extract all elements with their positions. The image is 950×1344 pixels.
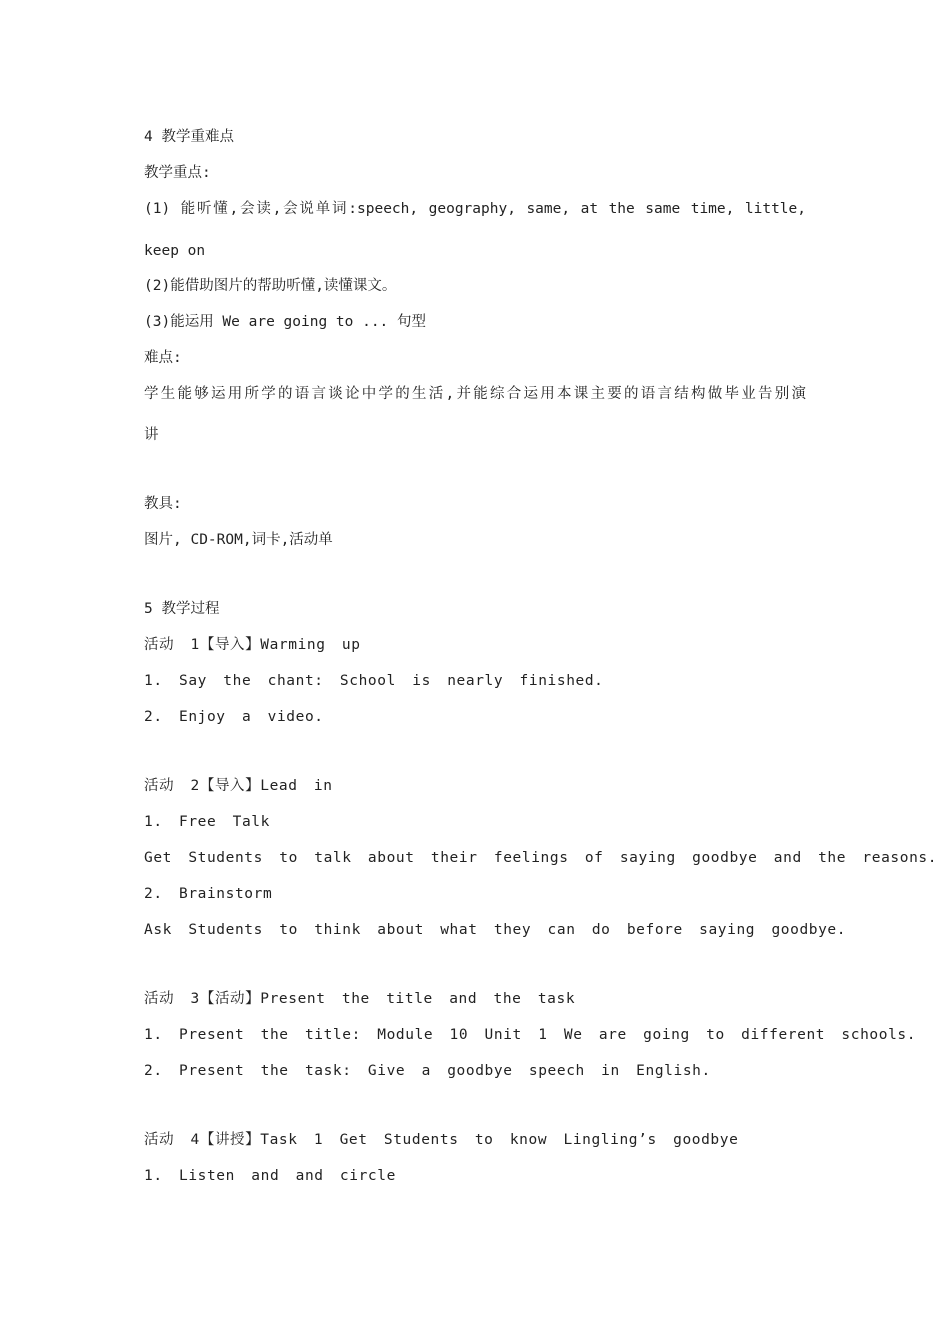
- tools-label: 教具:: [144, 496, 182, 512]
- tools-text: 图片, CD-ROM,词卡,活动单: [144, 532, 333, 548]
- activity-2-item-4: Ask Students to think about what they can do before saying goodbye.: [144, 922, 847, 938]
- activity-3-item-2: 2. Present the task: Give a goodbye speech in English.: [144, 1063, 711, 1079]
- section-4-heading: 4 教学重难点: [144, 129, 234, 145]
- key-point-1: (1) 能听懂,会读,会说单词:speech, geography, same, at the same time, little,: [144, 201, 806, 217]
- activity-1-item-2: 2. Enjoy a video.: [144, 709, 324, 725]
- activity-3-title: 活动 3【活动】Present the title and the task: [144, 991, 576, 1007]
- activity-4-title: 活动 4【讲授】Task 1 Get Students to know Lingling’s goodbye: [144, 1132, 739, 1148]
- activity-2-item-1: 1. Free Talk: [144, 814, 270, 830]
- activity-2-item-2: Get Students to talk about their feelings of saying goodbye and the reasons.: [144, 850, 938, 866]
- difficulty-text-continued: 讲: [144, 427, 159, 443]
- key-point-2: (2)能借助图片的帮助听懂,读懂课文。: [144, 278, 397, 294]
- activity-2-title: 活动 2【导入】Lead in: [144, 778, 333, 794]
- activity-3-item-1: 1. Present the title: Module 10 Unit 1 We are going to different schools.: [144, 1027, 917, 1043]
- difficulty-text: 学生能够运用所学的语言谈论中学的生活,并能综合运用本课主要的语言结构做毕业告别演: [144, 386, 806, 402]
- activity-4-item-1: 1. Listen and and circle: [144, 1168, 396, 1184]
- key-point-1-continued: keep on: [144, 243, 206, 259]
- key-points-label: 教学重点:: [144, 165, 211, 181]
- activity-1-item-1: 1. Say the chant: School is nearly finished.: [144, 673, 604, 689]
- key-point-3: (3)能运用 We are going to ... 句型: [144, 314, 427, 330]
- activity-2-item-3: 2. Brainstorm: [144, 886, 273, 902]
- difficulty-label: 难点:: [144, 350, 182, 366]
- section-5-heading: 5 教学过程: [144, 601, 220, 617]
- activity-1-title: 活动 1【导入】Warming up: [144, 637, 361, 653]
